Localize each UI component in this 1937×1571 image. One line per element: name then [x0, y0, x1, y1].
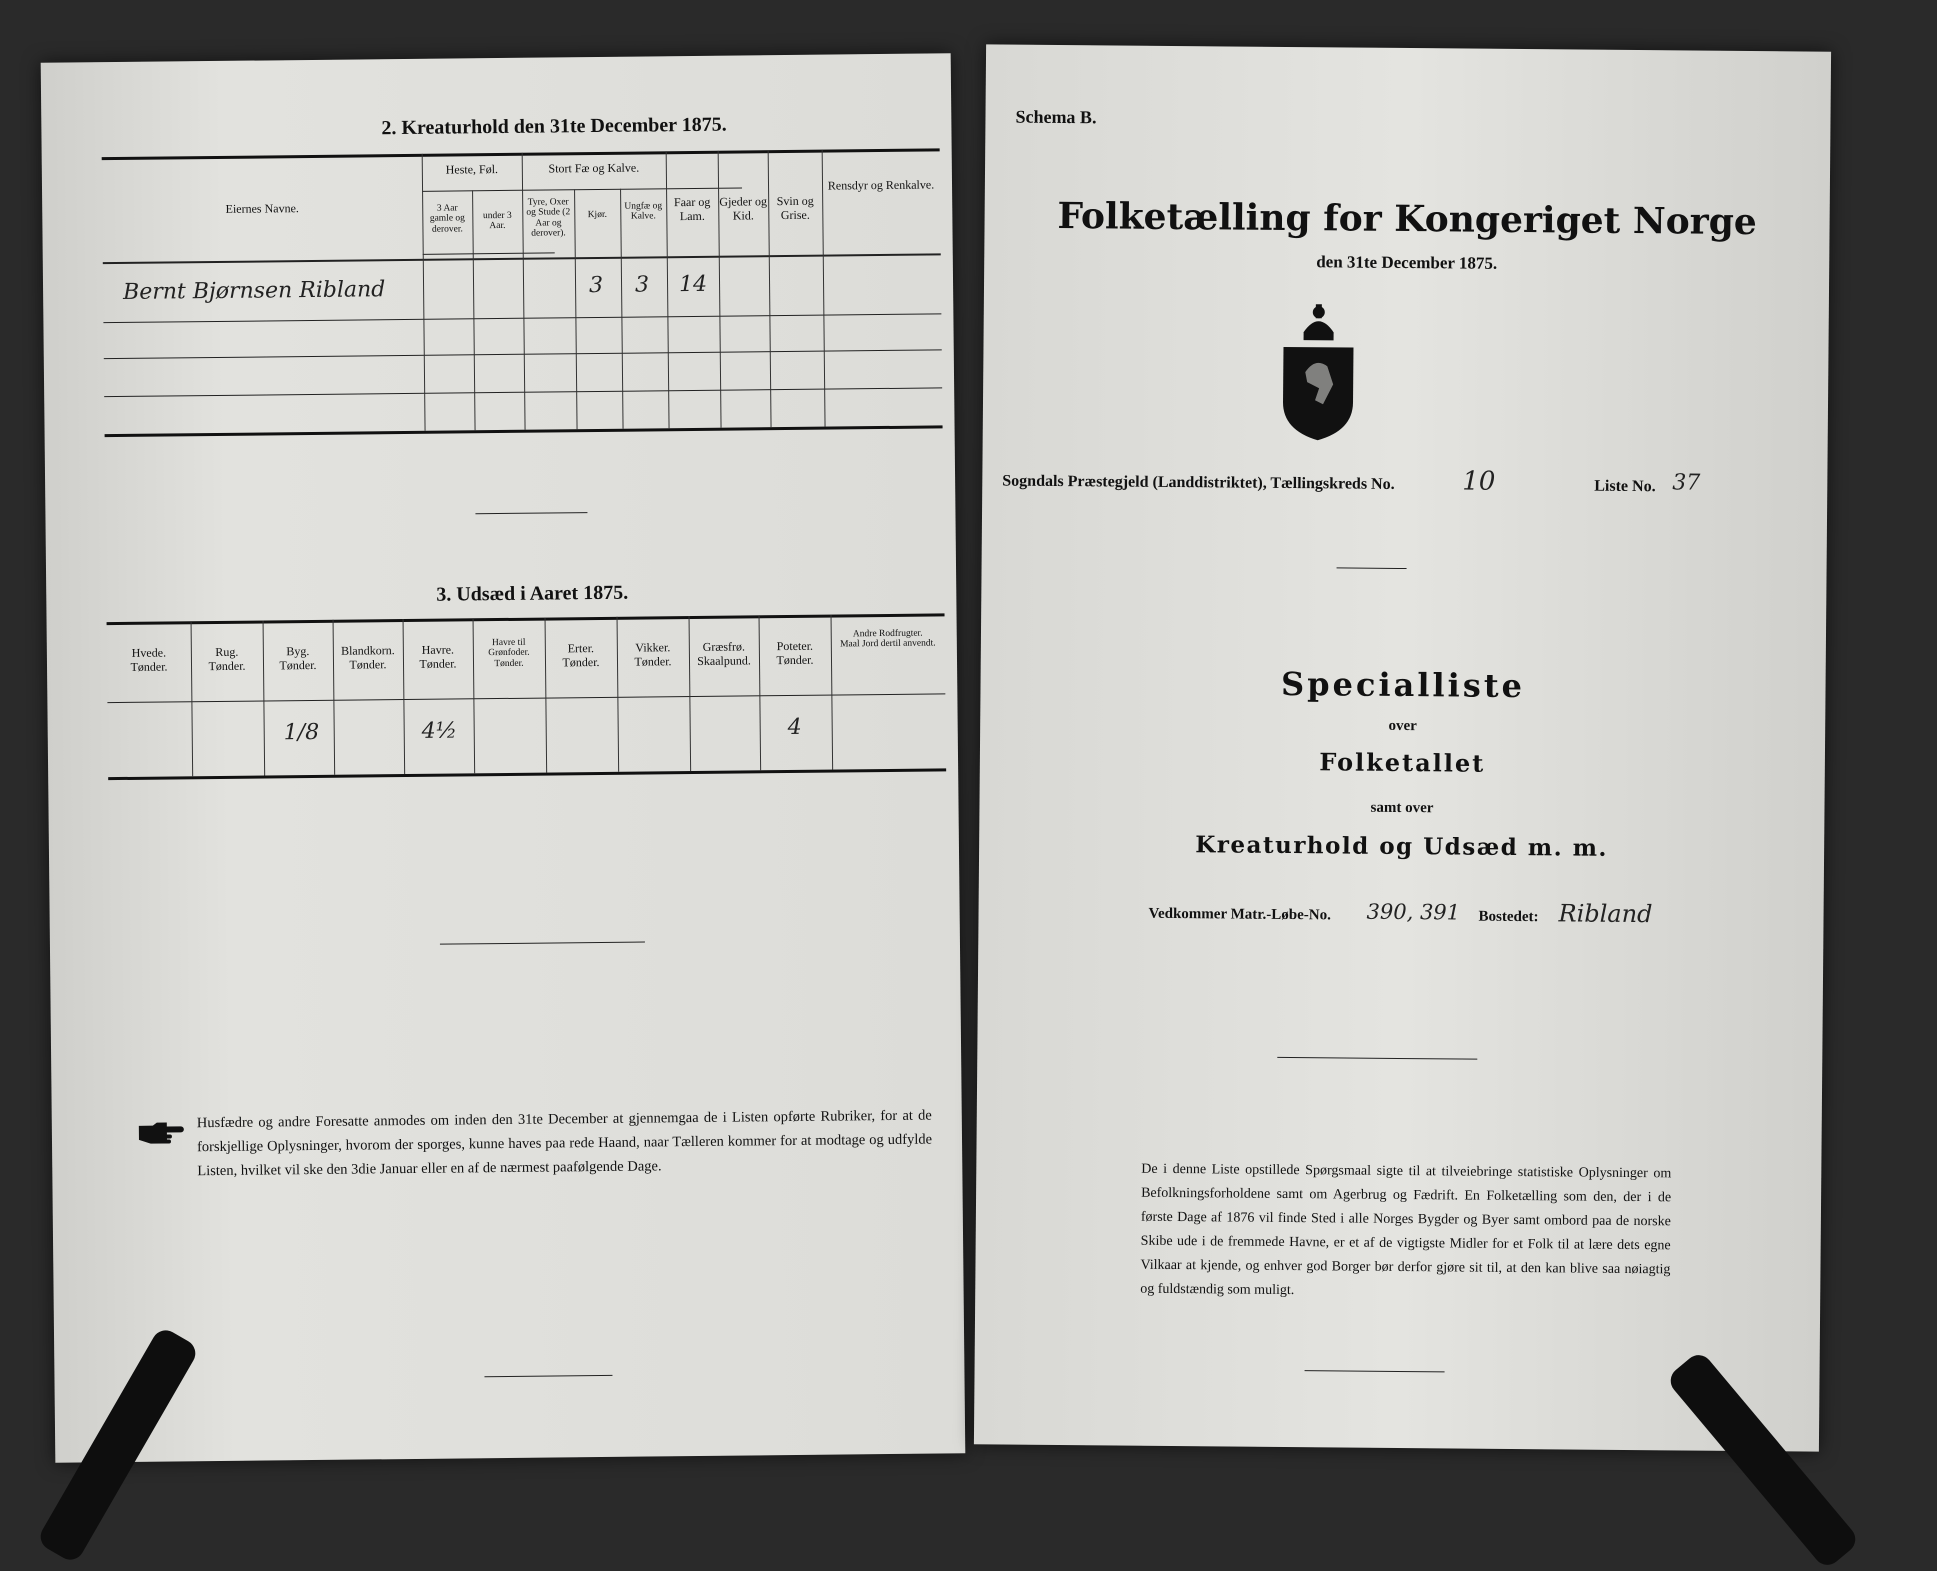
col-owner-header: Eiernes Navne. — [225, 201, 299, 216]
blandkorn-header: Blandkorn. — [340, 643, 395, 658]
col-cows: Kjør. — [587, 209, 607, 221]
blandkorn-unit: Tønder. — [349, 657, 387, 672]
col-horses-3plus: 3 Aar gamle og derover. — [429, 203, 465, 235]
havre-unit: Tønder. — [419, 656, 457, 671]
col-goats: Gjeder og Kid. — [719, 194, 768, 223]
col-young: Ungfæ og Kalve. — [624, 201, 663, 223]
sheep-value: 14 — [678, 271, 708, 298]
divider-2 — [440, 942, 645, 945]
bosted-value: Ribland — [1558, 899, 1653, 929]
liste-number: 37 — [1672, 470, 1701, 496]
havre-value: 4½ — [421, 718, 458, 744]
bosted-label: Bostedet: — [1478, 908, 1539, 926]
matr-label: Vedkommer Matr.-Løbe-No. — [1148, 905, 1331, 924]
hvede-header: Hvede. — [131, 645, 167, 660]
divider-3 — [484, 1375, 612, 1377]
col-horses-under3: under 3 Aar. — [482, 210, 512, 232]
samt-over-text: samt over — [1370, 799, 1434, 817]
folketallet-title: Folketallet — [1319, 747, 1486, 778]
col-sheep: Faar og Lam. — [673, 194, 711, 223]
kreaturhold-title: Kreaturhold og Udsæd m. m. — [1195, 831, 1609, 862]
district-number: 10 — [1462, 466, 1496, 497]
byg-unit: Tønder. — [279, 657, 317, 673]
divider-right-3 — [1305, 1370, 1445, 1372]
instructions-note: Husfædre og andre Foresatte anmodes om inden den 31te December at gjennemgaa de i Listen opførte Rubriker, for at de forskjellige Oplysninger, hvorom der sporges, kunne haves paa rede Haand, naar Tælleren kommer for at modtage og udfylde Listen, hvilket vil ske den 3die Januar eller en af de nærmest paafølgende Dage. — [196, 1107, 933, 1180]
andre-unit: Maal Jord dertil anvendt. — [840, 638, 936, 650]
andre-header: Andre Rodfrugter. — [852, 628, 923, 640]
right-page — [974, 44, 1831, 1451]
section3-title: 3. Udsæd i Aaret 1875. — [436, 581, 629, 606]
byg-header: Byg. — [286, 644, 310, 659]
schema-label: Schema B. — [1015, 106, 1097, 128]
byg-value: 1/8 — [283, 719, 320, 746]
havre-header: Havre. — [421, 642, 455, 657]
rug-header: Rug. — [215, 644, 239, 660]
section2-title: 2. Kreaturhold den 31te December 1875. — [381, 113, 727, 140]
col-reindeer: Rensdyr og Renkalve. — [827, 177, 935, 193]
left-page — [41, 53, 966, 1462]
col-pigs: Svin og Grise. — [776, 193, 814, 222]
district-label: Sogndals Præstegjeld (Landdistriktet), Tællingskreds No. — [1002, 472, 1395, 493]
special-title: Specialliste — [1280, 664, 1526, 706]
over-text: over — [1388, 717, 1417, 735]
graesfro-unit: Skaalpund. — [697, 653, 751, 668]
rug-unit: Tønder. — [208, 658, 246, 673]
liste-label: Liste No. — [1594, 477, 1656, 496]
col-cattle-header: Stort Fæ og Kalve. — [548, 160, 640, 176]
norwegian-coat-of-arms — [1273, 302, 1364, 443]
graesfro-header: Græsfrø. — [702, 639, 746, 654]
main-title: Folketælling for Kongeriget Norge — [1057, 194, 1757, 244]
info-paragraph: De i denne Liste opstillede Spørgsmaal sigte til at tilveiebringe statistiske Oplysninger om Befolkningsforholdene samt om Agerbrug og Fædrift. En Folketælling som den, der i de første Dage af 1876 vil finde Sted i alle Norges Bygder og Byer samt ombord paa de norske Skibe ude i de fremmede Havne, er et af de vigtigste Midler for et Folk til at lære dets egne Vilkaar at kjende, og enhver god Borger bør derfor gjøre sit til, at den kan blive saa nøiagtig og fuldstændig som muligt. — [1140, 1161, 1672, 1299]
census-date: den 31te December 1875. — [1316, 252, 1498, 273]
owner-name: Bernt Bjørnsen Ribland — [122, 277, 386, 305]
poteter-value: 4 — [787, 714, 802, 741]
poteter-unit: Tønder. — [776, 652, 814, 667]
vikker-header: Vikker. — [635, 640, 671, 655]
vikker-unit: Tønder. — [634, 654, 672, 669]
divider-right — [1337, 567, 1407, 569]
havre-gronfoder-unit: Tønder. — [494, 658, 524, 669]
divider-right-2 — [1277, 1057, 1477, 1060]
erter-unit: Tønder. — [562, 654, 600, 670]
col-oxen: Tyre, Oxer og Stude (2 Aar og derover). — [526, 197, 571, 239]
erter-header: Erter. — [567, 641, 595, 656]
divider — [475, 512, 587, 514]
havre-gronfoder-header: Havre til Grønfoder. — [488, 637, 530, 659]
hvede-unit: Tønder. — [130, 659, 168, 674]
col-horses-header: Heste, Føl. — [445, 162, 499, 177]
poteter-header: Poteter. — [776, 638, 814, 654]
pointing-hand-icon — [137, 1119, 187, 1144]
cows-value: 3 — [588, 272, 604, 299]
young-value: 3 — [634, 272, 650, 298]
matr-number: 390, 391 — [1366, 899, 1461, 925]
